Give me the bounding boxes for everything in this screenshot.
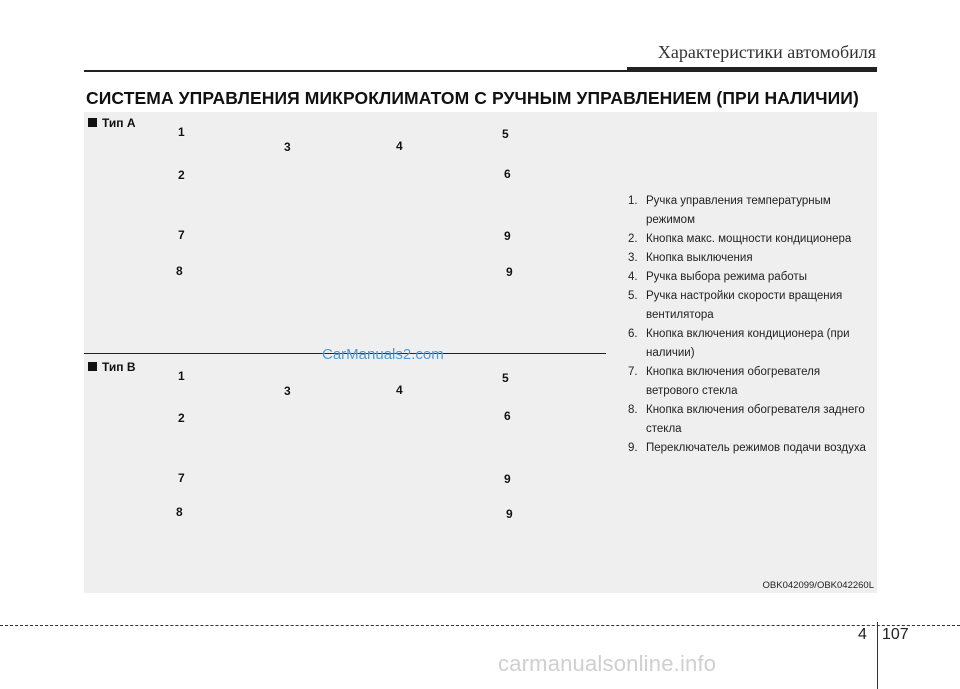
type-b-callout-9b: 9 (506, 507, 513, 521)
legend-item (620, 325, 875, 363)
square-bullet-icon (88, 118, 97, 127)
type-b-callout-2: 2 (178, 411, 185, 425)
legend-text: Кнопка выключения (646, 252, 753, 264)
section-number: 4 (858, 626, 867, 643)
type-b-callout-3: 3 (284, 384, 291, 398)
legend-number: 4. (628, 271, 638, 283)
legend-item (620, 439, 875, 458)
type-a-callout-4: 4 (396, 139, 403, 153)
type-a-callout-1: 1 (178, 125, 185, 139)
legend-number: 8. (628, 404, 638, 416)
type-b-callout-4: 4 (396, 383, 403, 397)
legend-item (620, 268, 875, 287)
type-a-callout-7: 7 (178, 228, 185, 242)
legend-number: 6. (628, 328, 638, 340)
figure-code: OBK042099/OBK042260L (762, 580, 874, 591)
legend-text: Кнопка макс. мощности кондиционера (646, 233, 852, 245)
legend-item (620, 363, 875, 401)
type-a-label-text: Тип А (102, 116, 136, 130)
page-title: СИСТЕМА УПРАВЛЕНИЯ МИКРОКЛИМАТОМ С РУЧНЫМ УПРАВЛЕНИЕМ (ПРИ НАЛИЧИИ) (86, 88, 859, 108)
type-a-callout-9b: 9 (506, 265, 513, 279)
legend-item (620, 192, 875, 230)
header-rule-accent (627, 67, 877, 72)
legend-number: 5. (628, 290, 638, 302)
legend-number: 1. (628, 195, 638, 207)
legend-item (620, 401, 875, 439)
type-b-callout-8: 8 (176, 505, 183, 519)
type-b-label-text: Тип В (102, 360, 136, 374)
watermark-carmanualsonline: carmanualsonline.info (498, 651, 717, 676)
legend-number: 2. (628, 233, 638, 245)
legend-text: Ручка выбора режима работы (646, 271, 807, 283)
legend-text: Кнопка включения кондиционера (при наличии) (646, 328, 850, 359)
type-b-label (88, 360, 136, 374)
type-b-callout-6: 6 (504, 409, 511, 423)
legend-text: Кнопка включения обогревателя ветрового стекла (646, 366, 821, 397)
footer-dashed-rule (0, 625, 960, 626)
type-a-callout-6: 6 (504, 167, 511, 181)
footer-vertical-rule (877, 622, 878, 689)
legend-item (620, 287, 875, 325)
type-b-callout-5: 5 (502, 371, 509, 385)
legend-number: 3. (628, 252, 638, 264)
type-a-callout-8: 8 (176, 264, 183, 278)
legend-item (620, 230, 875, 249)
type-b-callout-1: 1 (178, 369, 185, 383)
type-a-callout-2: 2 (178, 168, 185, 182)
type-a-callout-9: 9 (504, 229, 511, 243)
legend-number: 7. (628, 366, 638, 378)
page-number: 107 (882, 626, 909, 643)
type-a-callout-3: 3 (284, 140, 291, 154)
legend-text: Ручка управления температурным режимом (646, 195, 831, 226)
legend-text: Переключатель режимов подачи воздуха (646, 442, 866, 454)
type-b-callout-9: 9 (504, 472, 511, 486)
legend-text: Ручка настройки скорости вращения вентилятора (646, 290, 843, 321)
running-header-title: Характеристики автомобиля (657, 42, 876, 62)
legend-item (620, 249, 875, 268)
type-a-callout-5: 5 (502, 127, 509, 141)
legend-number: 9. (628, 442, 638, 454)
legend-list (620, 192, 875, 458)
legend-text: Кнопка включения обогревателя заднего стекла (646, 404, 865, 435)
watermark-carmanuals2: CarManuals2.com (322, 346, 444, 363)
square-bullet-icon (88, 362, 97, 371)
type-a-label (88, 116, 136, 130)
type-b-callout-7: 7 (178, 471, 185, 485)
